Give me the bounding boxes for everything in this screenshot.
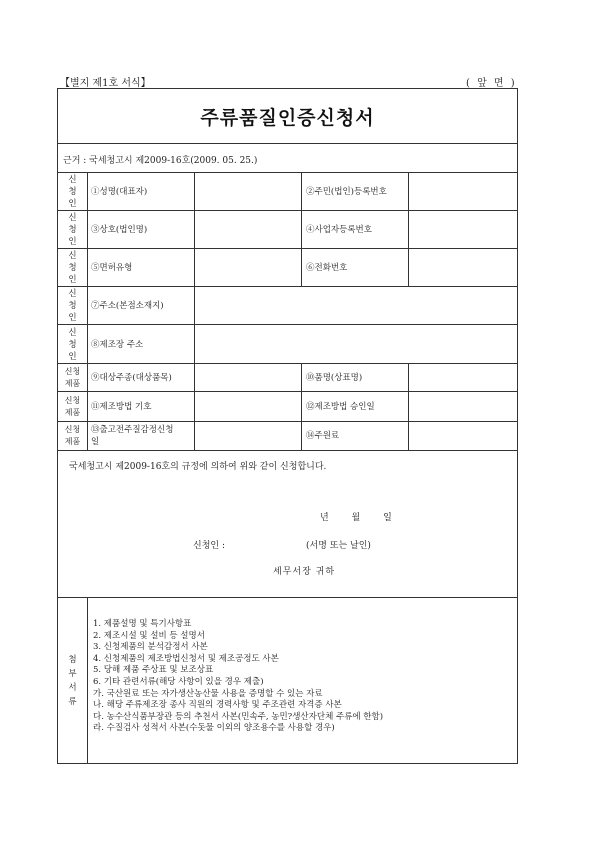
product-row-3 [58,421,517,451]
product-label [58,422,88,450]
label-line: ⑬출고전주질감정신청 [91,425,174,435]
applicant-row-5 [58,324,517,364]
label-char: 인 [68,199,77,209]
label-char: 인 [68,237,77,247]
declaration-statement: 국세청고시 제2009-16호의 규정에 의하여 위와 같이 신청합니다. [69,462,327,472]
label-char: 신 [68,289,77,299]
applicant-row-3 [58,248,517,287]
divider [301,249,302,287]
attachment-subitem: 다. 농수산식품부장관 등의 추천서 사본(민속주, 농민?생산자단체 주류에 한함) [93,711,384,722]
attachment-item: 2. 제조시설 및 설비 등 설명서 [93,630,205,641]
label-char: 인 [68,351,77,362]
label-char: 첨 [68,655,77,665]
divider [301,364,302,392]
label-text: 신청 [64,367,81,376]
divider [194,211,195,249]
pre-shipment-inspection-label [91,424,173,448]
divider [408,249,409,287]
liquor-type-label: ⑨대상주종(대상품목) [91,373,172,383]
divider [301,173,302,211]
attachment-item: 6. 기타 관련서류(해당 사항이 있을 경우 제출) [93,676,264,687]
license-type-label: ⑤면허유형 [91,263,133,273]
applicant-label [58,325,88,364]
applicant-row-2 [58,210,517,249]
application-form [57,88,518,764]
label-char: 청 [68,263,77,273]
label-text: 신청 [64,396,81,405]
divider [408,364,409,392]
addressee: 세무서장 귀하 [273,567,336,577]
label-char: 청 [68,301,77,311]
product-row-2 [58,391,517,422]
divider [301,211,302,249]
label-char: 청 [68,339,77,350]
business-number-label: ④사업자등록번호 [306,225,372,235]
divider [194,364,195,392]
applicant-row-4 [58,286,517,325]
label-char: 신 [68,251,77,261]
main-ingredient-label: ⑭주원료 [306,431,340,441]
product-row-1 [58,363,517,392]
label-char: 인 [68,313,77,323]
attachment-subitem: 나. 해당 주류제조장 종사 직원의 경력사항 및 주조관련 자격증 사본 [93,700,342,711]
label-char: 류 [68,697,77,707]
address-label: ⑦주소(본점소재지) [91,301,164,311]
attachments-section [58,597,517,764]
brand-name-label: ⑩품명(상표명) [306,373,363,383]
divider [301,422,302,450]
label-char: 서 [68,683,77,693]
divider [194,249,195,287]
form-code: 【별지 제1호 서식】 [60,78,151,89]
divider [408,392,409,422]
date-line: 년 월 일 [320,513,402,523]
label-char: 부 [68,669,77,679]
label-char: 청 [68,187,77,197]
legal-basis: 근거 : 국세청고시 제2009-16호(2009. 05. 25.) [63,156,258,166]
divider [408,211,409,249]
sign-or-seal-label: (서명 또는 날인) [306,541,371,551]
label-text: 제품 [64,379,81,388]
product-label [58,392,88,422]
divider [194,173,195,211]
name-label: ①성명(대표자) [91,187,148,197]
resident-number-label: ②주민(법인)등록번호 [306,187,387,197]
factory-address-label: ⑧제조장 주소 [91,340,144,350]
divider [408,173,409,211]
label-text: 제품 [64,408,81,417]
attachments-list [93,619,383,735]
attachment-item: 5. 당해 제품 주상표 및 보조상표 [93,665,214,676]
attachment-subitem: 가. 국산원료 또는 자가생산농산물 사용을 증명할 수 있는 자료 [93,688,323,699]
form-title: 주류품질인증신청서 [200,106,375,129]
divider [408,422,409,450]
page-side: ( 앞 면 ) [466,78,517,89]
applicant-signature-label: 신청인 : [193,541,225,551]
applicant-label [58,249,88,287]
label-char: 신 [68,213,77,223]
applicant-label [58,287,88,325]
label-char: 신 [68,327,77,338]
method-approval-date-label: ⑫제조방법 승인일 [306,402,375,412]
attachment-item: 1. 제품설명 및 특기사항표 [93,619,192,629]
attachment-subitem: 라. 수질검사 성적서 사본(수돗물 이외의 양조용수를 사용할 경우) [93,723,335,734]
label-char: 신 [68,175,77,185]
divider [194,287,195,325]
applicant-label [58,211,88,249]
divider [301,392,302,422]
method-code-label: ⑪제조방법 기호 [91,402,152,412]
label-line: 일 [91,437,100,447]
applicant-label [58,173,88,211]
company-name-label: ③상호(법인명) [91,225,148,235]
phone-label: ⑥전화번호 [306,263,348,273]
label-text: 신청 [64,425,81,434]
attachments-label [58,598,88,764]
label-text: 제품 [64,437,81,446]
divider [194,392,195,422]
label-char: 청 [68,225,77,235]
divider [194,422,195,450]
attachment-item: 4. 신청제품의 제조방법신청서 및 제조공정도 사본 [93,653,279,664]
product-label [58,364,88,392]
attachment-item: 3. 신청제품의 분석감정서 사본 [93,642,208,653]
divider [194,325,195,364]
applicant-row-1 [58,172,517,211]
title-box [58,89,517,144]
label-char: 인 [68,275,77,285]
